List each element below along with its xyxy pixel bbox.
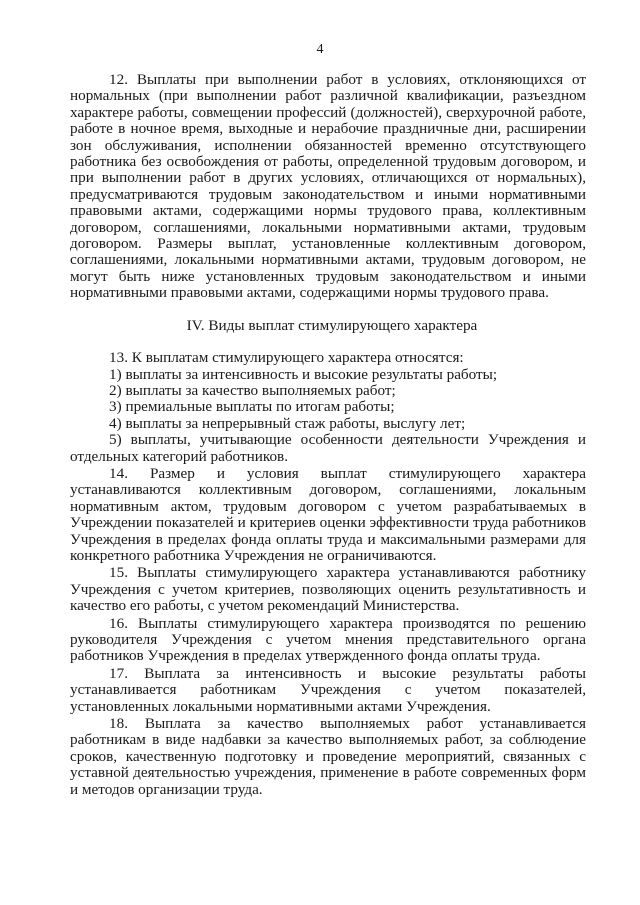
list-item-2: 2) выплаты за качество выполняемых работ;	[109, 381, 396, 399]
list-item-5: 5) выплаты, учитывающие особенности деятельности Учреждения и отдельных категорий работников.	[70, 431, 586, 465]
paragraph-17: 17. Выплата за интенсивность и высокие результаты работы устанавливается работникам Учреждения с учетом показателей, установленных локальными нормативными актами Учреждения.	[70, 664, 586, 715]
page-number: 4	[316, 42, 324, 57]
section-heading: IV. Виды выплат стимулирующего характера	[186, 316, 478, 334]
paragraph-14: 14. Размер и условия выплат стимулирующего характера устанавливаются коллективным договором, соглашениями, локальным нормативным актом, трудовым договором с учетом разрабатываемых в Учреждении показателей и критериев оценки эффективности труда работников Учреждения в пределах фонда оплаты труда и максимальными размерами для конкретного работника Учреждения не ограничиваются.	[70, 464, 586, 564]
document-body	[70, 72, 586, 798]
list-item-3: 3) премиальные выплаты по итогам работы;	[109, 398, 395, 416]
list-item-1: 1) выплаты за интенсивность и высокие результаты работы;	[109, 365, 498, 383]
paragraph-15: 15. Выплаты стимулирующего характера устанавливаются работнику Учреждения с учетом критериев, позволяющих оценить результативность и качество его работы, с учетом рекомендаций Министерства.	[70, 564, 586, 615]
paragraph-18: 18. Выплата за качество выполняемых работ устанавливается работникам в виде надбавки за качество выполняемых работ, за соблюдение сроков, качественную подготовку и проведение мероприятий, связанных с уставной деятельностью учреждения, применение в работе современных форм и методов организации труда.	[70, 715, 586, 798]
list-item-4: 4) выплаты за непрерывный стаж работы, выслугу лет;	[109, 414, 466, 432]
paragraph-16: 16. Выплаты стимулирующего характера производятся по решению руководителя Учреждения с учетом мнения представительного органа работников Учреждения в пределах утвержденного фонда оплаты труда.	[70, 614, 586, 665]
paragraph-12: 12. Выплаты при выполнении работ в условиях, отклоняющихся от нормальных (при выполнении работ различной квалификации, разъездном характере работы, совмещении профессий (должностей), сверхурочной работе, работе в ночное время, выходные и нерабочие праздничные дни, расширении зон обслуживания, исполнении обязанностей временно отсутствующего работника без освобождения от работы, определенной трудовым договором, и при выполнении работ в других условиях, отличающихся от нормальных), предусматриваются трудовым законодательством и иными нормативными правовыми актами, содержащими нормы трудового права, коллективным договором, соглашениями, локальными нормативными актами, трудовым договором. Размеры выплат, установленные коллективным договором, соглашениями, локальными нормативными актами, трудовым договором, не могут быть ниже установленных трудовым законодательством и иными нормативными правовыми актами, содержащими нормы трудового права.	[70, 71, 586, 302]
paragraph-13: 13. К выплатам стимулирующего характера относятся:	[109, 349, 464, 367]
